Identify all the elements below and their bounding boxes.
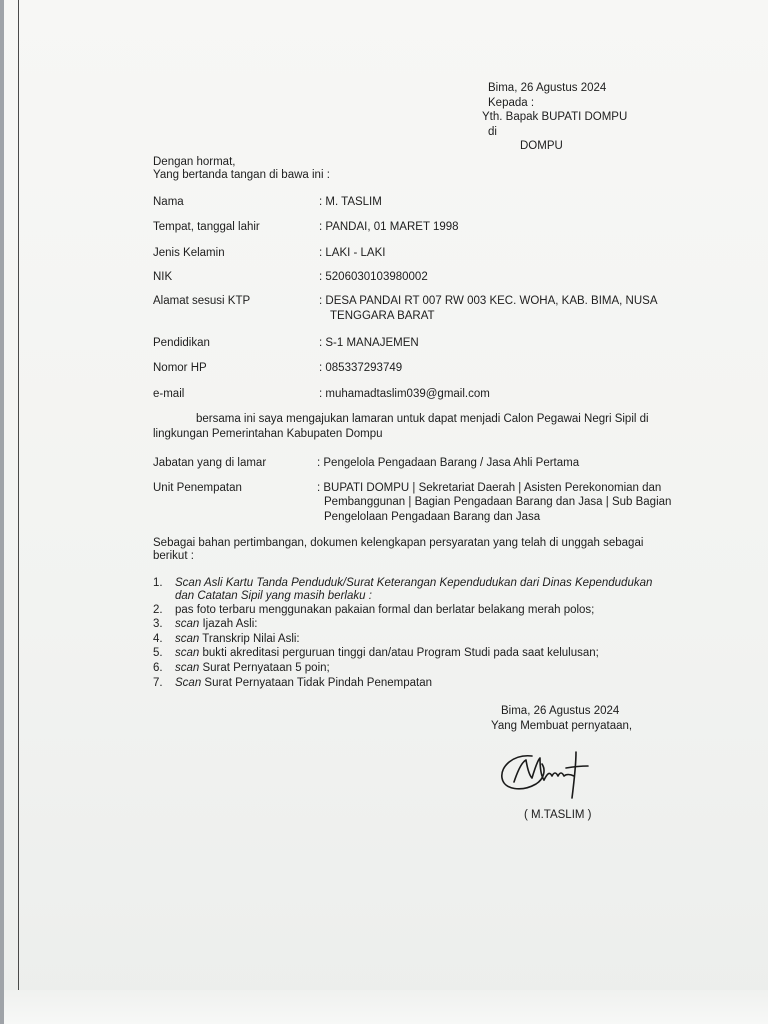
field-value-address: : DESA PANDAI RT 007 RW 003 KEC. WOHA, KAB. BIMA, NUSA [319, 295, 658, 307]
field-label-education: Pendidikan [153, 337, 210, 349]
doc-2-text: pas foto terbaru menggunakan pakaian formal dan berlatar belakang merah polos; [175, 604, 595, 616]
doc-5-text: bukti akreditasi perguruan tinggi dan/atau Program Studi pada saat kelulusan; [199, 647, 599, 659]
field-label-phone: Nomor HP [153, 362, 207, 374]
field-label-nama: Nama [153, 196, 184, 208]
doc-4-prefix: scan [175, 633, 200, 645]
doc-7-prefix: Scan [175, 677, 202, 689]
doc-6-text: Surat Pernyataan 5 poin; [199, 662, 330, 674]
field-value-nama: : M. TASLIM [319, 196, 382, 208]
doc-5-number: 5. [153, 647, 163, 659]
scan-edge-line [18, 0, 19, 990]
signature-image [492, 746, 602, 804]
doc-4-item [175, 632, 300, 646]
doc-4-text: Transkrip Nilai Asli: [199, 633, 300, 645]
doc-1-number: 1. [153, 577, 163, 589]
statement-line-2: lingkungan Pemerintahan Kabupaten Dompu [153, 428, 383, 440]
placement-line-3: Pengelolaan Pengadaan Barang dan Jasa [324, 511, 541, 523]
doc-6-number: 6. [153, 662, 163, 674]
field-value-phone: : 085337293749 [319, 362, 403, 374]
closing-name: ( M.TASLIM ) [524, 809, 592, 821]
header-city: DOMPU [520, 140, 563, 152]
field-label-address: Alamat sesusi KTP [153, 295, 251, 307]
doc-1-line-2: dan Catatan Sipil yang masih berlaku : [175, 590, 372, 602]
field-label-nik: NIK [153, 271, 173, 283]
doc-1-line-1: Scan Asli Kartu Tanda Penduduk/Surat Keterangan Kependudukan dari Dinas Kependudukan [175, 577, 653, 589]
greeting-line-1: Dengan hormat, [153, 156, 236, 168]
field-value-gender: : LAKI - LAKI [319, 247, 386, 259]
field-value-education: : S-1 MANAJEMEN [319, 337, 419, 349]
doc-6-item [175, 661, 330, 675]
doc-7-number: 7. [153, 677, 163, 689]
scan-bottom-margin [4, 990, 768, 1024]
doc-7-text: Surat Pernyataan Tidak Pindah Penempatan [201, 677, 433, 689]
placement-label: Unit Penempatan [153, 482, 242, 494]
closing-maker: Yang Membuat pernyataan, [491, 720, 633, 732]
field-label-ttl: Tempat, tanggal lahir [153, 221, 260, 233]
field-label-gender: Jenis Kelamin [153, 247, 225, 259]
header-place-date: Bima, 26 Agustus 2024 [488, 82, 607, 94]
position-value: : Pengelola Pengadaan Barang / Jasa Ahli Pertama [317, 457, 580, 469]
doc-3-prefix: scan [175, 618, 200, 630]
doc-5-prefix: scan [175, 647, 200, 659]
header-to-label: Kepada : [488, 97, 535, 109]
field-value-email: : muhamadtaslim039@gmail.com [319, 388, 490, 400]
header-di: di [488, 126, 497, 138]
doc-3-number: 3. [153, 618, 163, 630]
doc-3-item [175, 617, 257, 631]
doc-4-number: 4. [153, 633, 163, 645]
closing-place-date: Bima, 26 Agustus 2024 [501, 705, 620, 717]
position-label: Jabatan yang di lamar [153, 457, 267, 469]
header-recipient: Yth. Bapak BUPATI DOMPU [482, 111, 628, 123]
doc-6-prefix: scan [175, 662, 200, 674]
field-value-ttl: : PANDAI, 01 MARET 1998 [319, 221, 459, 233]
doc-5-item [175, 646, 599, 660]
greeting-line-2: Yang bertanda tangan di bawa ini : [153, 169, 330, 181]
field-value-nik: : 5206030103980002 [319, 271, 428, 283]
placement-line-1: : BUPATI DOMPU | Sekretariat Daerah | Asisten Perekonomian dan [317, 482, 662, 494]
consideration-line-2: berikut : [153, 550, 194, 562]
doc-7-item [175, 676, 432, 690]
statement-line-1: bersama ini saya mengajukan lamaran untuk dapat menjadi Calon Pegawai Negri Sipil di [196, 413, 649, 425]
doc-2-number: 2. [153, 604, 163, 616]
consideration-line-1: Sebagai bahan pertimbangan, dokumen kelengkapan persyaratan yang telah di unggah sebagai [153, 537, 644, 549]
field-value-address-line-2: TENGGARA BARAT [330, 310, 435, 322]
placement-line-2: Pembanggunan | Bagian Pengadaan Barang dan Jasa | Sub Bagian [324, 496, 672, 508]
field-label-email: e-mail [153, 388, 185, 400]
doc-3-text: Ijazah Asli: [199, 618, 258, 630]
